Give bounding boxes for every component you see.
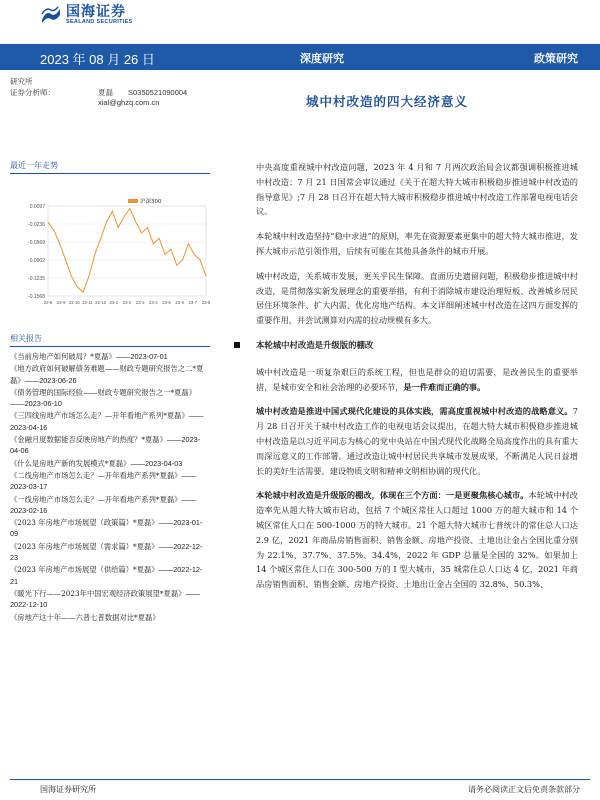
related-report-title: 《债务管理的国际经验——财政专题研究报告之一*夏磊》 [10,387,197,397]
related-report-item[interactable] [10,564,210,587]
report-category: 政策研究 [534,52,578,65]
related-report-item[interactable] [10,434,210,457]
chart-x-tick-label: 22-9 [56,300,66,305]
related-report-item[interactable] [10,517,210,540]
analyst-label: 证券分析师： [10,88,55,97]
related-report-date: ——2022-12-21 [10,565,203,586]
paragraph: 中央高度重视城中村改造问题，2023 年 4 月和 7 月两次政治局会议都强调积极推进城中村改造；7 月 21 日国常会审议通过《关于在超大特大城市积极稳步推进城中村改造的指导意见》;7 月 28 日召开在超大特大城市积极稳步推进城中村改造工作部署电视电话会议。 [256,162,578,217]
chart-x-tick-label: 23-7 [188,300,198,305]
sealand-logo-icon [40,6,62,24]
related-report-title: 《2023 年房地产市场展望（供给篇）*夏磊》 [10,565,159,575]
related-report-title: 《三四线房地产市场怎么走？—开年看地产系列*夏磊》 [10,411,189,421]
paragraph [256,488,578,592]
chart-x-tick-label: 22-12 [95,300,107,305]
paragraph-text: 本轮城中村改造率先从超大特大城市启动，包括 7 个城区常住人口超过 1000 万的超大城市和 14 个城区常住人口在 500-1000 万的特大城市。21 个超大特大城市七普统计的常住总人口达 2.9 亿，2021 年商品房销售面积、销售金额、房地产投资、土地出让金占全国比重分别为 22.1%、37.7%、37.5%、34.4%，2022 年 GDP 总量是全国的 32%。如果加上 14 个城区常住人口在 300-500 万的 I 型大城市，35 城常住总人口达 4 亿，2021 年商品房销售面积、销售金额、房地产投资、土地出让金占全国的 32.8%、50.3%、 [256,490,578,590]
chart-x-tick-label: 23-8 [201,300,210,305]
related-report-title: 《房地产这十年——六普七普数据对比*夏磊》 [10,612,160,622]
paragraph-bold: 本轮城中村改造是升级版的棚改，体现在三个方面：一是更聚焦核心城市。 [256,490,529,501]
related-report-title: 《当前房地产如何破局？*夏磊》 [10,352,116,361]
related-report-title: 《2023 年房地产市场展望（政策篇）*夏磊》 [10,518,159,528]
chart-plot-frame [48,206,206,296]
related-report-title: 《2023 年房地产市场展望（需求篇）*夏磊》 [10,541,159,551]
chart-x-tick-label: 22-11 [82,300,93,305]
trend-chart-svg [10,176,210,316]
related-report-item[interactable] [10,541,210,564]
related-report-date: ——2023-04-06 [10,435,201,456]
related-report-title: 《暖光下行——2023年中国宏观经济政策展望*夏磊》 [10,588,186,598]
related-report-item[interactable] [10,363,210,386]
footer-divider [10,779,590,780]
related-report-item[interactable] [10,458,210,469]
related-report-title: 《地方政府如何破解债务难题——财政专题研究报告之二*夏磊》 [10,364,204,385]
chart-y-tick-label: -0.0569 [28,240,45,246]
report-type: 深度研究 [300,52,344,65]
analyst-info [10,76,187,98]
paragraph-text: 7 月 28 日召开关于城中村改造工作的电视电话会议提出，在超大特大城市积极稳步推进城中村改造是以习近平同志为核心的党中央站在中国式现代化战略全局高度作出的具有重大而深远意义的工作部署。通过改造让城中村居民共享城市发展成果，不断满足人民日益增长的美好生活需要，建设物质文明和精神文明相协调的现代化。 [256,406,578,476]
analyst-license: S0350521090004 [128,88,188,97]
related-report-date: ——2023-06-10 [10,399,62,409]
report-date: 2023 年 08 月 26 日 [40,52,155,67]
logo-chinese-name: 国海证券 [66,3,126,20]
paragraph-bold: 是一件难而正确的事。 [403,381,486,392]
institute-label: 研究所 [10,77,33,86]
related-heading: 相关报告 [10,333,210,347]
footer-institute: 国海证券研究所 [40,785,96,794]
chart-y-tick-label: -0.0902 [28,258,45,264]
paragraph [256,404,578,478]
chart-x-tick-label: 23-4 [149,300,158,305]
related-report-date: ——2023-03-17 [10,470,197,492]
related-report-date: ——2023-04-03 [130,458,183,468]
related-report-date: ——2023-04-16 [10,411,204,432]
chart-x-tick-label: 22-10 [68,300,80,305]
related-report-item[interactable] [10,494,210,517]
logo-english-name: SEALAND SECURITIES [66,18,133,25]
chart-x-tick-label: 23-1 [109,300,119,305]
header-banner [0,44,600,70]
related-report-title: 《二线房地产市场怎么走？—开年看地产系列*夏磊》 [10,470,182,480]
chart-x-tick-label: 23-5 [162,300,171,305]
section-heading-text: 本轮城中村改造是升级版的棚改 [256,339,374,350]
paragraph [256,365,578,395]
related-report-item[interactable] [10,612,210,623]
sidebar-chart-section [10,160,210,316]
analyst-email[interactable]: xial@ghzq.com.cn [98,98,160,107]
chart-x-tick-label: 23-6 [175,300,184,305]
chart-legend-swatch [128,199,138,203]
related-report-item[interactable] [10,588,210,611]
paragraph: 城中村改造，关系城市发展，更关乎民生保障。直面历史遗留问题，积极稳步推进城中村改造，是贯彻落实新发展理念的重要举措，有利于消除城市建设治理短板、改善城乡居民居住环境条件、扩大内需、优化房地产结构。本文详细阐述城中村改造在这四方面发挥的重要作用，并尝试测算对内需的拉动规模有多大。 [256,270,578,326]
related-report-date: ——2023-07-01 [115,352,168,361]
company-logo [40,4,133,26]
paragraph-bold: 城中村改造是推进中国式现代化建设的具体实践，需高度重视城中村改造的战略意义。 [256,406,573,417]
related-report-title: 《什么是房地产新的发展模式*夏磊》 [10,458,131,468]
paragraph: 本轮城中村改造坚持“稳中求进”的原则，率先在资源要素更集中的超大特大城市推进，发挥大城市示范引领作用，后续有可能在其他具备条件的城市开展。 [256,231,578,256]
related-report-date: ——2023-06-26 [24,375,77,385]
related-report-date: ——2023-01-09 [10,518,203,539]
chart-x-tick-label: 23-3 [135,300,145,305]
related-report-date: ——2023-02-16 [10,494,197,515]
related-reports [10,333,210,624]
related-report-title: 《一线房地产市场怎么走？—开年看地产系列*夏磊》 [10,494,182,504]
page-title: 城中村改造的四大经济意义 [306,94,469,109]
related-report-date: ——2022-12-10 [10,588,201,610]
chart-legend-label: 沪深300 [140,199,162,205]
related-report-date: ——2022-12-23 [10,541,203,563]
chart-y-tick-label: -0.0236 [28,222,45,228]
related-report-item[interactable] [10,470,210,493]
paragraph-text: 城中村改造是一项复杂艰巨的系统工程，但也是群众的迫切需要，是改善民生的重要举措，是城市安全和社会治理的必要环节， [256,366,578,392]
trend-chart [10,176,210,316]
related-report-title: 《金融月度数据能否反映房地产的热度？*夏磊》 [10,435,167,445]
related-report-item[interactable] [10,351,210,362]
analyst-name: 夏磊 [98,88,113,97]
chart-y-tick-label: 0.0097 [29,204,45,210]
chart-series-line [48,209,206,293]
related-list [10,351,210,623]
chart-x-tick-label: 22-8 [43,300,53,305]
related-report-item[interactable] [10,387,210,410]
section-heading [256,338,578,353]
chart-x-tick-label: 23-2 [122,300,132,305]
chart-heading: 最近一年走势 [10,160,210,174]
square-bullet-icon [234,342,240,348]
chart-y-tick-label: -0.1235 [28,276,45,282]
footer-disclaimer: 请务必阅读正文后免责条款部分 [468,785,580,794]
related-report-item[interactable] [10,410,210,433]
chart-y-tick-label: -0.1568 [28,294,45,300]
main-content [256,160,578,602]
